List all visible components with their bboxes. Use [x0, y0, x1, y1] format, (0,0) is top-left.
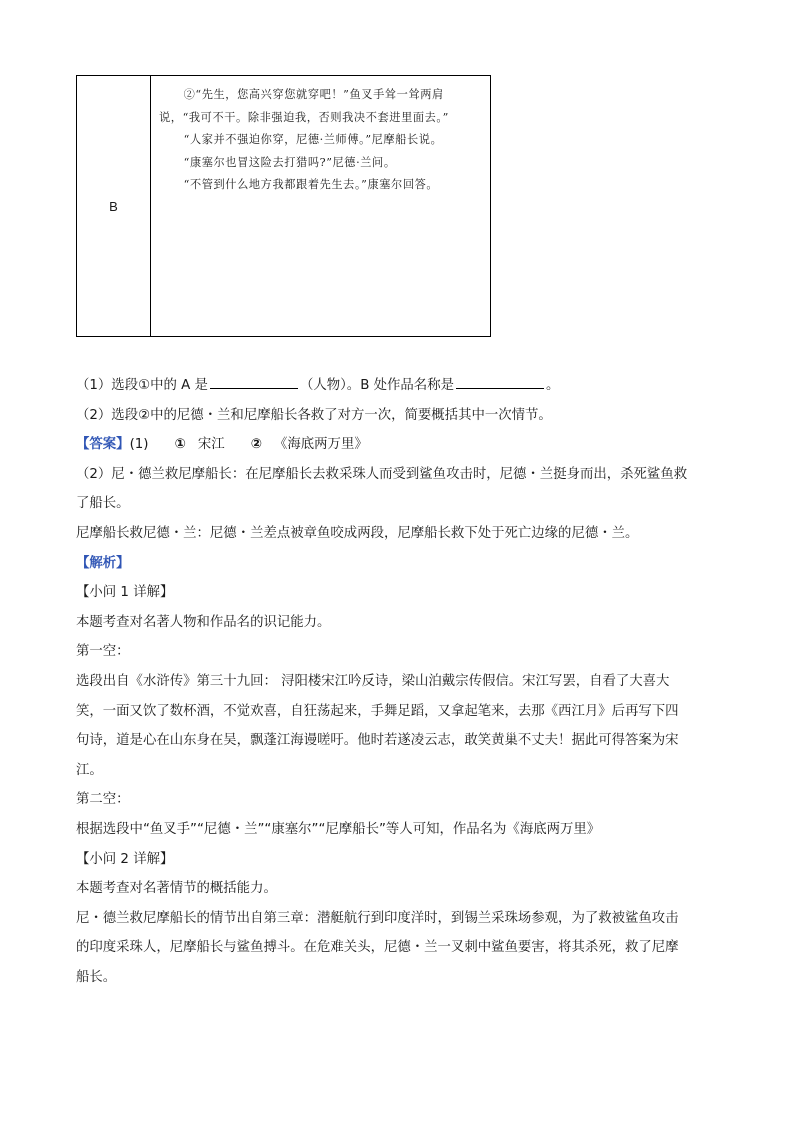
answer-mark-1: ①	[174, 437, 186, 453]
question-1-prefix: （1）选段①中的 A 是	[76, 378, 208, 393]
excerpt-paragraph: “人家并不强迫你穿，尼德·兰师傅。”尼摩船长说。	[183, 133, 443, 147]
answer-blank-1	[210, 374, 298, 389]
sub-question-2-intro: 本题考查对名著情节的概括能力。	[76, 881, 277, 897]
sub-question-2-text-line: 船长。	[76, 969, 117, 985]
answer-part1-prefix: (1)	[129, 437, 149, 453]
blank-1-text-line: 江。	[76, 762, 103, 778]
sub-question-2-title: 【小问 2 详解】	[76, 851, 174, 867]
answer-line-1	[76, 430, 722, 460]
blank-2-text: 根据选段中“鱼叉手”“尼德・兰”“康塞尔”“尼摩船长”等人可知，作品名为《海底两万里》	[76, 821, 601, 837]
blank-1-title: 第一空：	[76, 644, 130, 660]
blank-1-text-line: 选段出自《水浒传》第三十九回： 浔阳楼宋江吟反诗，梁山泊戴宗传假信。宋江写罢，自看了大喜大	[76, 673, 670, 689]
analysis-label-line	[76, 549, 722, 579]
sub-question-2-text-line: 尼・德兰救尼摩船长的情节出自第三章：潜艇航行到印度洋时，到锡兰采珠场参观，为了救被鲨鱼攻击	[76, 910, 679, 926]
answer-value-1: 宋江	[197, 437, 225, 453]
excerpt-table	[76, 75, 491, 337]
answer-part2-line: 了船长。	[76, 496, 130, 512]
answer-value-2: 《海底两万里》	[274, 437, 368, 453]
answer-label: 【答案】	[76, 437, 130, 453]
excerpt-paragraph: ②“先生，您高兴穿您就穿吧！”鱼叉手耸一耸两肩说，“我可不干。除非强迫我，否则我决不套进里面去。”	[159, 88, 449, 124]
answer-part2-line: 尼摩船长救尼德・兰：尼德・兰差点被章鱼咬成两段，尼摩船长救下处于死亡边缘的尼德・兰。	[76, 525, 639, 541]
blank-1-text-line: 笑，一面又饮了数杯酒，不觉欢喜，自狂荡起来，手舞足蹈，又拿起笔来，去那《西江月》后再写下四	[76, 703, 679, 719]
analysis-label: 【解析】	[76, 555, 130, 571]
answer-part2-line: （2）尼・德兰救尼摩船长：在尼摩船长去救采珠人而受到鲨鱼攻击时，尼德・兰挺身而出，杀死鲨鱼救	[76, 466, 688, 482]
blank-1-text-line: 句诗，道是心在山东身在吴，飘蓬江海谩嗟吁。他时若遂凌云志，敢笑黄巢不丈夫！据此可得答案为宋	[76, 733, 679, 749]
answer-mark-2: ②	[250, 437, 262, 453]
question-1-middle: （人物）。B 处作品名称是	[299, 378, 454, 393]
excerpt-label-cell: B	[77, 76, 151, 336]
excerpt-paragraph: “康塞尔也冒这险去打猎吗?”尼德·兰问。	[183, 155, 396, 169]
sub-question-1-title: 【小问 1 详解】	[76, 585, 174, 601]
sub-question-1-intro: 本题考查对名著人物和作品名的识记能力。	[76, 614, 331, 630]
excerpt-paragraph: “不管到什么地方我都跟着先生去。”康塞尔回答。	[183, 178, 439, 192]
question-2: （2）选段②中的尼德・兰和尼摩船长各救了对方一次，简要概括其中一次情节。	[76, 407, 552, 423]
main-content	[76, 371, 722, 992]
sub-question-2-text-line: 的印度采珠人，尼摩船长与鲨鱼搏斗。在危难关头，尼德・兰一叉刺中鲨鱼要害，将其杀死，救了尼摩	[76, 940, 679, 956]
blank-2-title: 第二空：	[76, 792, 130, 808]
answer-blank-2	[456, 374, 544, 389]
excerpt-text-cell	[151, 76, 490, 336]
question-1-suffix: 。	[545, 378, 560, 393]
question-1	[76, 371, 722, 401]
